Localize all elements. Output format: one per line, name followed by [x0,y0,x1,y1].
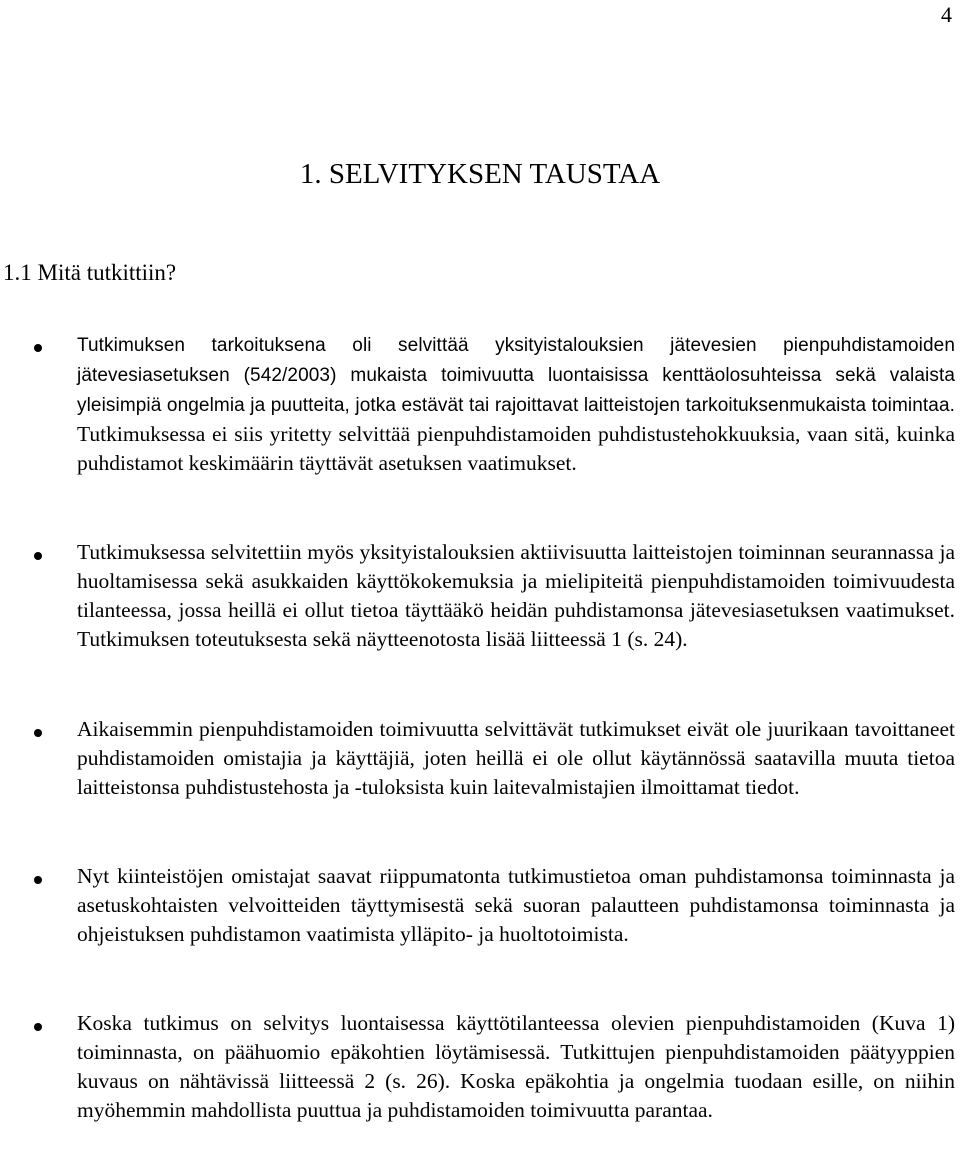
bullet-icon [34,344,42,352]
bullet-icon [34,1023,42,1031]
bullet-text: Tutkimuksessa selvitettiin myös yksityistalouksien aktiivisuutta laitteistojen toiminnan seurannassa ja huoltamisessa sekä asukkaiden käyttökokemuksia ja mielipiteitä pienpuhdistamoiden toimivuudesta tilanteessa, jossa heillä ei ollut tietoa täyttääkö heidän puhdistamonsa jätevesiasetuksen vaatimukset. Tutkimuksen toteutuksesta sekä näytteenotosta lisää liitteessä 1 (s. 24). [77,540,955,651]
chapter-title: 1. SELVITYKSEN TAUSTAA [299,158,661,190]
section-title: 1.1 Mitä tutkittiin? [3,260,177,285]
bullet-text-serif-run: Tutkimuksessa ei siis yritetty selvittää pienpuhdistamoiden puhdistustehokkuuksia, vaan sitä, kuinka puhdistamot keskimäärin täyttävät asetuksen vaatimukset. [77,422,955,475]
bullet-text: Aikaisemmin pienpuhdistamoiden toimivuutta selvittävät tutkimukset eivät ole juurikaan tavoittaneet puhdistamoiden omistajia ja käyttäjiä, joten heillä ei ole ollut käytännössä saatavilla muuta tietoa laitteistonsa puhdistustehosta ja -tuloksista kuin laitevalmistajien ilmoittamat tiedot. [77,717,955,799]
bullet-text: Nyt kiinteistöjen omistajat saavat riippumatonta tutkimustietoa oman puhdistamonsa toiminnasta ja asetuskohtaisten velvoitteiden täyttymisestä sekä suoran palautteen puhdistamonsa toiminnasta ja ohjeistuksen puhdistamon vaatimista ylläpito- ja huoltotoimista. [77,864,955,946]
page-number: 4 [941,2,952,27]
bullet-icon [34,552,42,560]
bullet-text [77,330,955,478]
bullet-text-sans-run: Tutkimuksen tarkoituksena oli selvittää yksityistalouksien jätevesien pienpuhdistamoiden jätevesiasetuksen (542/2003) mukaista toimivuutta luontaisissa kenttäolosuhteissa sekä valaista yleisimpiä ongelmia ja puutteita, jotka estävät tai rajoittavat laitteistojen tarkoituksenmukaista toimintaa. [77,335,955,416]
bullet-icon [34,729,42,737]
bullet-text: Koska tutkimus on selvitys luontaisessa käyttötilanteessa olevien pienpuhdistamoiden (Kuva 1) toiminnasta, on päähuomio epäkohtien löytämisessä. Tutkittujen pienpuhdistamoiden päätyyppien kuvaus on nähtävissä liitteessä 2 (s. 26). Koska epäkohtia ja ongelmia tuodaan esille, on niihin myöhemmin mahdollista puuttua ja puhdistamoiden toimivuutta parantaa. [77,1011,955,1122]
bullet-icon [34,876,42,884]
